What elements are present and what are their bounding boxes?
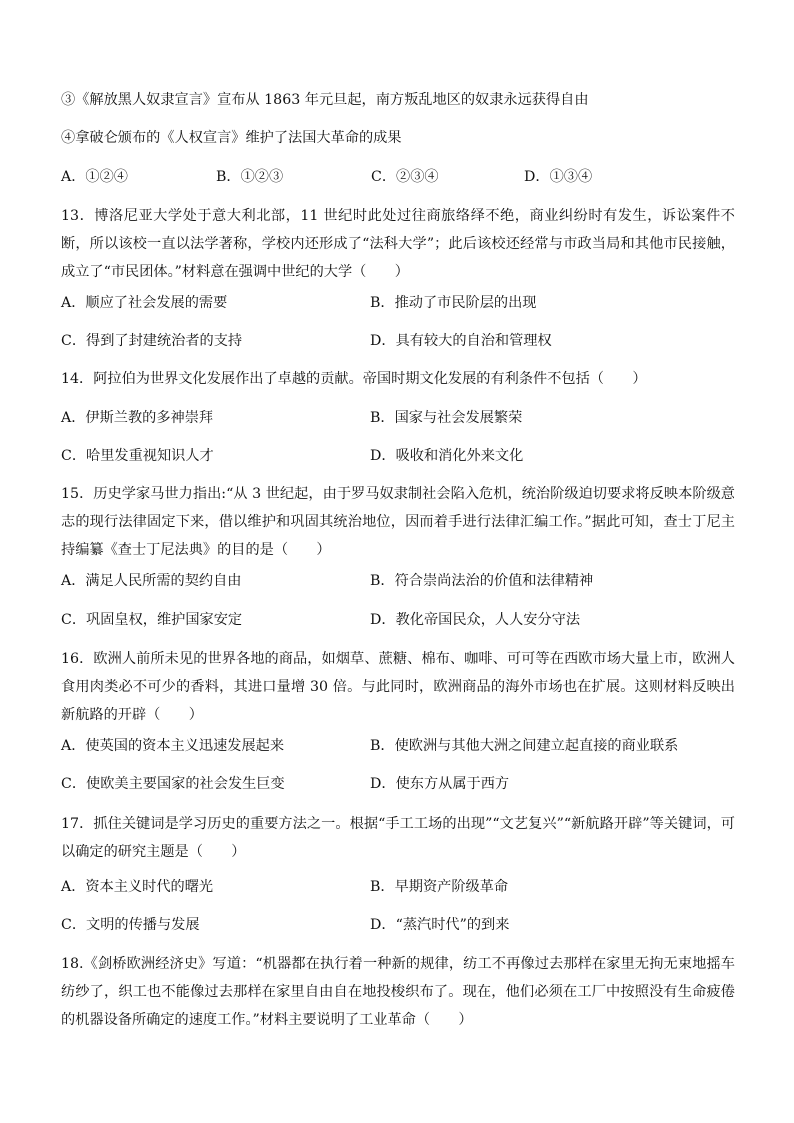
q13-options-row2 [61, 331, 741, 351]
q17-option-c: C．文明的传播与发展 [61, 917, 200, 933]
q12-option-d: D．①③④ [524, 169, 593, 185]
q14-options-row2 [61, 446, 741, 466]
q15-options-row1 [61, 571, 741, 591]
q16-stem: 16．欧洲人前所未见的世界各地的商品，如烟草、蔗糖、棉布、咖啡、可可等在西欧市场大量上市，欧洲人食用肉类必不可少的香料，其进口量增 30 倍。与此同时，欧洲商品的海外市场也在扩展。这则材料反映出新航路的开辟（ ） [61, 651, 735, 723]
q12-item-3: ③《解放黑人奴隶宣言》宣布从 1863 年元旦起，南方叛乱地区的奴隶永远获得自由 [61, 92, 589, 108]
q12-option-c: C．②③④ [371, 169, 439, 185]
q13-option-d: D．具有较大的自治和管理权 [370, 333, 552, 349]
q14-stem: 14．阿拉伯为世界文化发展作出了卓越的贡献。帝国时期文化发展的有利条件不包括（ ） [61, 371, 647, 387]
q14-option-a: A．伊斯兰教的多神崇拜 [61, 410, 214, 426]
q15-option-a: A．满足人民所需的契约自由 [61, 573, 242, 589]
q13-options-row1 [61, 293, 741, 313]
q17-options-row1 [61, 877, 741, 897]
q15-option-b: B．符合崇尚法治的价值和法律精神 [370, 573, 594, 589]
q16-options-row2 [61, 774, 741, 794]
q12-options [61, 167, 741, 187]
q16-options-row1 [61, 736, 741, 756]
q16-option-c: C．使欧美主要国家的社会发生巨变 [61, 776, 285, 792]
q17-stem: 17．抓住关键词是学习历史的重要方法之一。根据“手工工场的出现”“文艺复兴”“新航路开辟”等关键词，可以确定的研究主题是（ ） [61, 816, 735, 860]
q13-option-c: C．得到了封建统治者的支持 [61, 333, 243, 349]
q12-item-4: ④拿破仑颁布的《人权宣言》维护了法国大革命的成果 [61, 130, 402, 146]
q15-options-row2 [61, 610, 741, 630]
q12-option-a: A．①②④ [61, 169, 128, 185]
q13-option-a: A．顺应了社会发展的需要 [61, 295, 228, 311]
q16-option-a: A．使英国的资本主义迅速发展起来 [61, 738, 285, 754]
q14-option-c: C．哈里发重视知识人才 [61, 448, 214, 464]
q14-option-b: B．国家与社会发展繁荣 [370, 410, 523, 426]
q18-stem: 18.《剑桥欧洲经济史》写道：“机器都在执行着一种新的规律，纺工不再像过去那样在家里无拘无束地摇车纺纱了，织工也不能像过去那样在家里自由自在地投梭织布了。现在，他们必须在工厂中按照没有生命疲倦的机器设备所确定的速度工作。”材料主要说明了工业革命（ ） [61, 956, 735, 1028]
q15-stem: 15．历史学家马世力指出:“从 3 世纪起，由于罗马奴隶制社会陷入危机，统治阶级迫切要求将反映本阶级意志的现行法律固定下来，借以维护和巩固其统治地位，因而着手进行法律汇编工作。”据此可知，查士丁尼主持编纂《查士丁尼法典》的目的是（ ） [61, 486, 735, 558]
q15-option-d: D．教化帝国民众，人人安分守法 [370, 612, 581, 628]
q17-option-d: D．“蒸汽时代”的到来 [370, 917, 510, 933]
q17-options-row2 [61, 915, 741, 935]
q13-option-b: B．推动了市民阶层的出现 [370, 295, 537, 311]
q13-stem: 13．博洛尼亚大学处于意大利北部，11 世纪时此处过往商旅络绎不绝，商业纠纷时有发生，诉讼案件不断，所以该校一直以法学著称，学校内还形成了“法科大学”；此后该校还经常与市政当局和其他市民接触，成立了“市民团体。”材料意在强调中世纪的大学（ ） [61, 208, 735, 280]
q14-options-row1 [61, 408, 741, 428]
q17-option-a: A．资本主义时代的曙光 [61, 879, 214, 895]
q12-option-b: B．①②③ [216, 169, 284, 185]
q16-option-b: B．使欧洲与其他大洲之间建立起直接的商业联系 [370, 738, 679, 754]
q17-option-b: B．早期资产阶级革命 [370, 879, 509, 895]
q16-option-d: D．使东方从属于西方 [370, 776, 510, 792]
q15-option-c: C．巩固皇权，维护国家安定 [61, 612, 243, 628]
q14-option-d: D．吸收和消化外来文化 [370, 448, 524, 464]
